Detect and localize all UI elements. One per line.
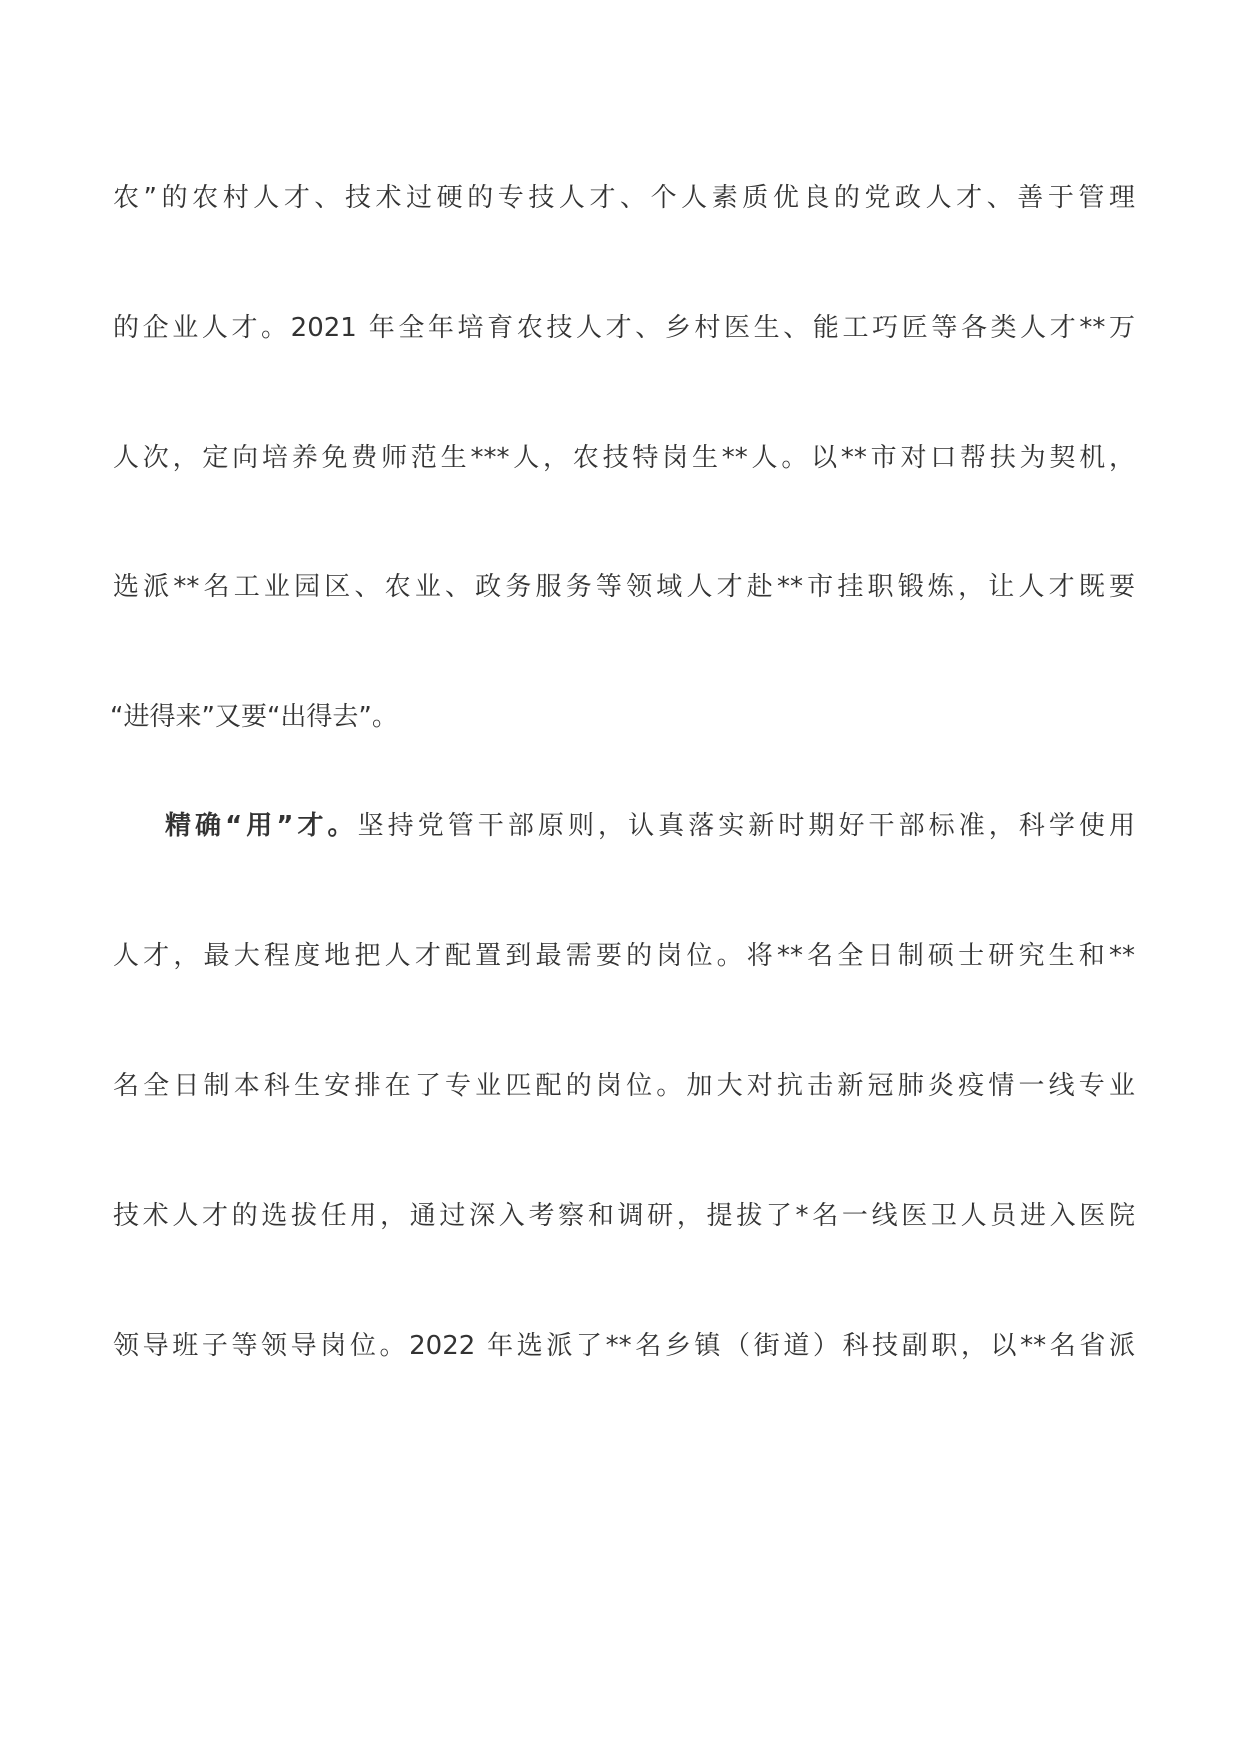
text-line-2: 的企业人才。2021 年全年培育农技人才、乡村医生、能工巧匠等各类人才**万 [113,313,1135,343]
text-line-7: 人才，最大程度地把人才配置到最需要的岗位。将**名全日制硕士研究生和** [113,941,1135,971]
text-line-9: 技术人才的选拔任用，通过深入考察和调研，提拔了*名一线医卫人员进入医院 [113,1201,1135,1231]
text-line-5: “进得来”又要“出得去”。 [110,702,398,732]
text-line-3: 人次，定向培养免费师范生***人，农技特岗生**人。以**市对口帮扶为契机， [113,443,1135,473]
text-line-4: 选派**名工业园区、农业、政务服务等领域人才赴**市挂职锻炼，让人才既要 [113,572,1135,602]
paragraph-heading-line [165,808,1135,844]
text-line-8: 名全日制本科生安排在了专业匹配的岗位。加大对抗击新冠肺炎疫情一线专业 [113,1071,1135,1101]
paragraph-heading: 精确“用”才。 [165,811,358,841]
paragraph-heading-rest: 坚持党管干部原则，认真落实新时期好干部标准，科学使用 [357,811,1135,841]
text-line-1: 农”的农村人才、技术过硬的专技人才、个人素质优良的党政人才、善于管理 [113,183,1135,213]
text-line-10: 领导班子等领导岗位。2022 年选派了**名乡镇（街道）科技副职，以**名省派 [113,1331,1135,1361]
